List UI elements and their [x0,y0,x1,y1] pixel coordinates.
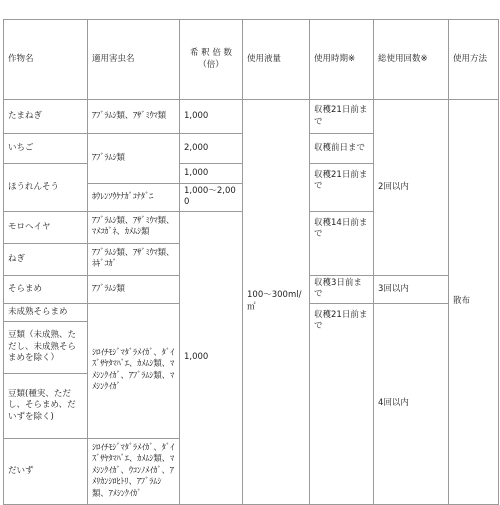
header-row [4,20,499,100]
pest-cell: ｼﾛｲﾁﾓｼﾞﾏﾀﾞﾗﾒｲｶﾞ、ﾀﾞｲｽﾞｻﾔﾀﾏﾊﾞｴ、ｶﾒﾑｼ類、ﾏﾒｼﾝｸｲｶﾞ、ｳｺﾝﾉﾒｲｶﾞ、ｱﾒﾘｶﾝｼﾛﾋﾄﾘ、ｱﾌﾞﾗﾑｼ類、ｱﾒｼﾝｸｲｶﾞ [88,438,180,504]
header-volume: 使用液量 [243,20,310,100]
dilution-cell: 2,000 [180,134,243,164]
crop-cell: 未成熟そらまめ [4,303,88,321]
table-row [4,100,499,134]
crop-cell: ねぎ [4,243,88,275]
header-pest: 適用害虫名 [88,20,180,100]
total-cell: 3回以内 [374,275,449,303]
dilution-cell: 1,000～2,000 [180,184,243,212]
pest-cell: ｼﾛｲﾁﾓｼﾞﾏﾀﾞﾗﾒｲｶﾞ、ﾀﾞｲｽﾞｻﾔﾀﾏﾊﾞｴ、ｶﾒﾑｼ類、ﾏﾒｼﾝｸｲｶﾞ、ｱﾌﾞﾗﾑｼ類、ﾏﾒｼﾝｸｲｶﾞ [88,303,180,438]
total-cell: 2回以内 [374,100,449,276]
crop-cell: だいず [4,438,88,504]
header-dilution: 希 釈 倍 数（倍） [180,20,243,100]
total-cell: 4回以内 [374,303,449,504]
crop-cell: いちご [4,134,88,164]
dilution-cell: 1,000 [180,100,243,134]
header-crop: 作物名 [4,20,88,100]
pest-cell: ｱﾌﾞﾗﾑｼ類、ｱｻﾞﾐｳﾏ類、ﾏﾒｺｶﾞﾈ、ｶﾒﾑｼ類 [88,211,180,243]
header-method: 使用方法 [449,20,499,100]
dilution-cell: 1,000 [180,164,243,184]
timing-cell: 収穫21日前まで [310,303,374,504]
pest-cell: ｱﾌﾞﾗﾑｼ類、ｱｻﾞﾐｳﾏ類 [88,100,180,134]
pest-cell: ｱﾌﾞﾗﾑｼ類、ｱｻﾞﾐｳﾏ類、ﾈｷﾞｺｶﾞ [88,243,180,275]
crop-cell: 豆類(種実、ただし、そらまめ、だいずを除く) [4,373,88,438]
pest-cell: ﾎｳﾚﾝｿｳｹﾅｶﾞｺﾅﾀﾞﾆ [88,184,180,212]
timing-cell: 収穫21日前まで [310,164,374,212]
pest-cell: ｱﾌﾞﾗﾑｼ類 [88,134,180,184]
timing-cell: 収穫21日前まで [310,100,374,134]
crop-cell: ほうれんそう [4,164,88,212]
crop-cell: たまねぎ [4,100,88,134]
crop-cell: モロヘイヤ [4,211,88,243]
timing-cell: 収穫14日前まで [310,211,374,275]
crop-cell: そらまめ [4,275,88,303]
volume-cell: 100～300ml/㎡ [243,100,310,505]
method-cell: 散布 [449,100,499,505]
timing-cell: 収穫前日まで [310,134,374,164]
pesticide-usage-table [3,19,499,505]
header-total: 総使用回数※ [374,20,449,100]
timing-cell: 収穫3日前まで [310,275,374,303]
header-timing: 使用時期※ [310,20,374,100]
dilution-cell: 1,000 [180,211,243,504]
crop-cell: 豆類（未成熟、ただし、未成熟そらまめを除く） [4,321,88,373]
pest-cell: ｱﾌﾞﾗﾑｼ類 [88,275,180,303]
